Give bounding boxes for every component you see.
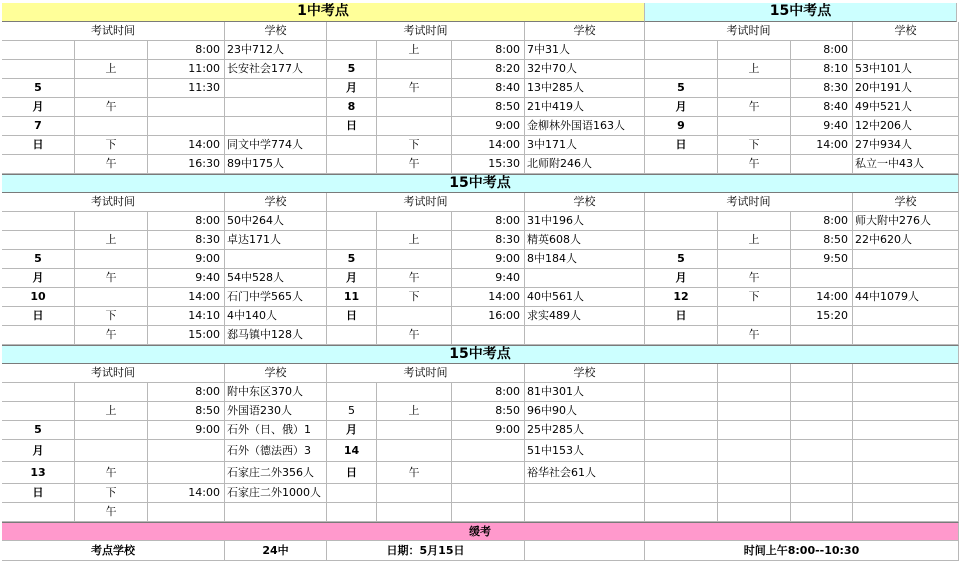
- column-header[interactable]: 考试时间: [645, 22, 853, 41]
- time-cell[interactable]: 9:00: [148, 250, 225, 269]
- date-cell[interactable]: 月: [645, 269, 718, 288]
- time-cell[interactable]: 8:50: [452, 402, 525, 421]
- session-cell[interactable]: 午: [75, 98, 148, 117]
- session-cell[interactable]: [377, 440, 452, 462]
- school-cell[interactable]: [225, 79, 327, 98]
- time-cell[interactable]: 16:30: [148, 155, 225, 174]
- block-header[interactable]: 15中考点: [2, 345, 959, 364]
- session-cell[interactable]: [75, 79, 148, 98]
- school-cell[interactable]: 12中206人: [853, 117, 959, 136]
- date-cell[interactable]: [2, 41, 75, 60]
- date-cell[interactable]: 5: [327, 250, 377, 269]
- empty-cell[interactable]: [791, 402, 853, 421]
- time-cell[interactable]: 14:00: [452, 288, 525, 307]
- date-cell[interactable]: [2, 60, 75, 79]
- school-cell[interactable]: 21中419人: [525, 98, 645, 117]
- school-cell[interactable]: [225, 98, 327, 117]
- date-cell[interactable]: 12: [645, 288, 718, 307]
- date-cell[interactable]: 9: [645, 117, 718, 136]
- empty-cell[interactable]: [853, 421, 959, 440]
- column-header[interactable]: 考试时间: [2, 22, 225, 41]
- date-cell[interactable]: 日: [327, 117, 377, 136]
- time-cell[interactable]: 8:00: [148, 383, 225, 402]
- time-cell[interactable]: 14:00: [791, 136, 853, 155]
- time-cell[interactable]: 8:50: [452, 98, 525, 117]
- time-cell[interactable]: 8:50: [148, 402, 225, 421]
- school-cell[interactable]: 89中175人: [225, 155, 327, 174]
- date-cell[interactable]: [645, 41, 718, 60]
- school-cell[interactable]: 卓达171人: [225, 231, 327, 250]
- empty-cell[interactable]: [645, 421, 718, 440]
- date-cell[interactable]: 月: [327, 269, 377, 288]
- date-cell[interactable]: 日: [645, 136, 718, 155]
- date-cell[interactable]: [2, 155, 75, 174]
- session-cell[interactable]: 上: [377, 402, 452, 421]
- empty-cell[interactable]: [791, 440, 853, 462]
- time-cell[interactable]: 8:00: [452, 41, 525, 60]
- empty-cell[interactable]: [853, 440, 959, 462]
- time-cell[interactable]: [452, 462, 525, 484]
- date-cell[interactable]: 5: [2, 79, 75, 98]
- school-cell[interactable]: 27中934人: [853, 136, 959, 155]
- time-cell[interactable]: 14:00: [791, 288, 853, 307]
- date-cell[interactable]: [2, 212, 75, 231]
- session-cell[interactable]: [377, 421, 452, 440]
- date-cell[interactable]: 日: [2, 484, 75, 503]
- school-cell[interactable]: 同文中学774人: [225, 136, 327, 155]
- time-cell[interactable]: 8:00: [452, 212, 525, 231]
- empty-cell[interactable]: [791, 462, 853, 484]
- school-cell[interactable]: 22中620人: [853, 231, 959, 250]
- school-cell[interactable]: [853, 41, 959, 60]
- session-cell[interactable]: 午: [377, 155, 452, 174]
- date-cell[interactable]: 月: [645, 98, 718, 117]
- empty-cell[interactable]: [853, 484, 959, 503]
- school-cell[interactable]: [225, 250, 327, 269]
- date-cell[interactable]: 月: [327, 421, 377, 440]
- school-cell[interactable]: [525, 326, 645, 345]
- time-cell[interactable]: 15:00: [148, 326, 225, 345]
- session-cell[interactable]: 午: [75, 462, 148, 484]
- date-cell[interactable]: [645, 326, 718, 345]
- school-cell[interactable]: 49中521人: [853, 98, 959, 117]
- session-cell[interactable]: [377, 383, 452, 402]
- session-cell[interactable]: 下: [718, 288, 791, 307]
- date-cell[interactable]: 8: [327, 98, 377, 117]
- school-cell[interactable]: [525, 269, 645, 288]
- date-cell[interactable]: [327, 231, 377, 250]
- time-cell[interactable]: 9:40: [452, 269, 525, 288]
- school-cell[interactable]: 32中70人: [525, 60, 645, 79]
- time-cell[interactable]: 16:00: [452, 307, 525, 326]
- session-cell[interactable]: 午: [718, 269, 791, 288]
- date-cell[interactable]: [327, 484, 377, 503]
- time-cell[interactable]: [791, 269, 853, 288]
- session-cell[interactable]: [75, 383, 148, 402]
- session-cell[interactable]: 午: [75, 269, 148, 288]
- date-cell[interactable]: [645, 212, 718, 231]
- session-cell[interactable]: [377, 503, 452, 522]
- school-cell[interactable]: 石外（日、俄）1: [225, 421, 327, 440]
- school-cell[interactable]: 金柳林外国语163人: [525, 117, 645, 136]
- empty-cell[interactable]: [853, 383, 959, 402]
- column-header[interactable]: 学校: [525, 193, 645, 212]
- date-cell[interactable]: [327, 326, 377, 345]
- session-cell[interactable]: 午: [718, 155, 791, 174]
- school-cell[interactable]: [225, 503, 327, 522]
- time-cell[interactable]: 8:30: [791, 79, 853, 98]
- school-cell[interactable]: 师大附中276人: [853, 212, 959, 231]
- time-cell[interactable]: [452, 440, 525, 462]
- time-cell[interactable]: [148, 98, 225, 117]
- date-cell[interactable]: 日: [2, 136, 75, 155]
- column-header[interactable]: 考试时间: [2, 193, 225, 212]
- empty-cell[interactable]: [718, 421, 791, 440]
- school-cell[interactable]: 精英608人: [525, 231, 645, 250]
- time-cell[interactable]: 11:30: [148, 79, 225, 98]
- time-cell[interactable]: 14:00: [148, 484, 225, 503]
- empty-cell[interactable]: [791, 383, 853, 402]
- section-banner[interactable]: 缓考: [2, 522, 959, 541]
- school-cell[interactable]: [853, 250, 959, 269]
- session-cell[interactable]: 上: [377, 41, 452, 60]
- session-cell[interactable]: 上: [75, 60, 148, 79]
- date-cell[interactable]: [327, 383, 377, 402]
- date-cell[interactable]: 日: [327, 462, 377, 484]
- date-cell[interactable]: 5: [2, 250, 75, 269]
- school-cell[interactable]: 私立一中43人: [853, 155, 959, 174]
- time-cell[interactable]: 8:00: [148, 41, 225, 60]
- school-cell[interactable]: 7中31人: [525, 41, 645, 60]
- time-cell[interactable]: 8:30: [452, 231, 525, 250]
- session-cell[interactable]: 下: [75, 307, 148, 326]
- date-cell[interactable]: 5: [645, 250, 718, 269]
- date-cell[interactable]: 7: [2, 117, 75, 136]
- date-cell[interactable]: 日: [2, 307, 75, 326]
- school-cell[interactable]: 13中285人: [525, 79, 645, 98]
- date-cell[interactable]: 月: [2, 269, 75, 288]
- empty-cell[interactable]: [645, 484, 718, 503]
- time-cell[interactable]: 8:30: [148, 231, 225, 250]
- time-cell[interactable]: 8:00: [148, 212, 225, 231]
- school-cell[interactable]: 53中101人: [853, 60, 959, 79]
- session-cell[interactable]: [377, 484, 452, 503]
- time-cell[interactable]: [452, 326, 525, 345]
- school-cell[interactable]: 3中171人: [525, 136, 645, 155]
- date-cell[interactable]: [2, 231, 75, 250]
- session-cell[interactable]: 上: [718, 60, 791, 79]
- time-cell[interactable]: 8:40: [452, 79, 525, 98]
- session-cell[interactable]: 上: [377, 231, 452, 250]
- time-cell[interactable]: 11:00: [148, 60, 225, 79]
- session-cell[interactable]: 午: [718, 326, 791, 345]
- column-header[interactable]: 学校: [853, 193, 959, 212]
- empty-cell[interactable]: [853, 462, 959, 484]
- date-cell[interactable]: 5: [327, 402, 377, 421]
- time-cell[interactable]: 14:10: [148, 307, 225, 326]
- session-cell[interactable]: 下: [75, 136, 148, 155]
- date-cell[interactable]: 5: [327, 60, 377, 79]
- footer-blank[interactable]: [525, 541, 645, 561]
- empty-cell[interactable]: [718, 383, 791, 402]
- time-cell[interactable]: 14:00: [148, 136, 225, 155]
- session-cell[interactable]: [75, 117, 148, 136]
- school-cell[interactable]: 郄马镇中128人: [225, 326, 327, 345]
- session-cell[interactable]: [377, 98, 452, 117]
- time-cell[interactable]: 8:00: [791, 41, 853, 60]
- empty-cell[interactable]: [718, 503, 791, 522]
- time-cell[interactable]: 8:00: [791, 212, 853, 231]
- time-cell[interactable]: [148, 117, 225, 136]
- school-cell[interactable]: 81中301人: [525, 383, 645, 402]
- time-cell[interactable]: [452, 503, 525, 522]
- time-cell[interactable]: [791, 155, 853, 174]
- empty-cell[interactable]: [645, 383, 718, 402]
- time-cell[interactable]: 9:00: [452, 117, 525, 136]
- session-cell[interactable]: 上: [718, 231, 791, 250]
- time-cell[interactable]: 14:00: [148, 288, 225, 307]
- date-cell[interactable]: [645, 155, 718, 174]
- footer-date[interactable]: 日期：5月15日: [327, 541, 525, 561]
- date-cell[interactable]: 月: [327, 79, 377, 98]
- time-cell[interactable]: 8:00: [452, 383, 525, 402]
- empty-cell[interactable]: [718, 462, 791, 484]
- school-cell[interactable]: 外国语230人: [225, 402, 327, 421]
- block-header[interactable]: 15中考点: [645, 3, 957, 22]
- session-cell[interactable]: [75, 250, 148, 269]
- footer-value[interactable]: 24中: [225, 541, 327, 561]
- time-cell[interactable]: [452, 484, 525, 503]
- empty-cell[interactable]: [853, 364, 959, 383]
- empty-cell[interactable]: [645, 503, 718, 522]
- session-cell[interactable]: [377, 250, 452, 269]
- school-cell[interactable]: 25中285人: [525, 421, 645, 440]
- session-cell[interactable]: 下: [718, 136, 791, 155]
- time-cell[interactable]: 9:00: [452, 421, 525, 440]
- date-cell[interactable]: 日: [327, 307, 377, 326]
- date-cell[interactable]: 10: [2, 288, 75, 307]
- empty-cell[interactable]: [853, 402, 959, 421]
- time-cell[interactable]: 14:00: [452, 136, 525, 155]
- school-cell[interactable]: [853, 326, 959, 345]
- session-cell[interactable]: 午: [377, 79, 452, 98]
- school-cell[interactable]: [525, 503, 645, 522]
- empty-cell[interactable]: [791, 484, 853, 503]
- empty-cell[interactable]: [645, 440, 718, 462]
- date-cell[interactable]: 月: [2, 440, 75, 462]
- school-cell[interactable]: 附中东区370人: [225, 383, 327, 402]
- school-cell[interactable]: 石外（德法西）3: [225, 440, 327, 462]
- date-cell[interactable]: 11: [327, 288, 377, 307]
- school-cell[interactable]: 20中191人: [853, 79, 959, 98]
- date-cell[interactable]: [327, 41, 377, 60]
- session-cell[interactable]: 午: [377, 462, 452, 484]
- date-cell[interactable]: [327, 155, 377, 174]
- time-cell[interactable]: 9:00: [148, 421, 225, 440]
- session-cell[interactable]: [75, 288, 148, 307]
- school-cell[interactable]: [853, 269, 959, 288]
- date-cell[interactable]: [645, 231, 718, 250]
- date-cell[interactable]: [327, 136, 377, 155]
- footer-time[interactable]: 时间上午8:00--10:30: [645, 541, 959, 561]
- date-cell[interactable]: [2, 402, 75, 421]
- session-cell[interactable]: [718, 250, 791, 269]
- session-cell[interactable]: [718, 307, 791, 326]
- school-cell[interactable]: 44中1079人: [853, 288, 959, 307]
- column-header[interactable]: 考试时间: [327, 364, 525, 383]
- empty-cell[interactable]: [645, 462, 718, 484]
- time-cell[interactable]: 9:00: [452, 250, 525, 269]
- school-cell[interactable]: 石门中学565人: [225, 288, 327, 307]
- session-cell[interactable]: 下: [377, 288, 452, 307]
- school-cell[interactable]: 裕华社会61人: [525, 462, 645, 484]
- date-cell[interactable]: [645, 60, 718, 79]
- session-cell[interactable]: [75, 421, 148, 440]
- column-header[interactable]: 学校: [225, 364, 327, 383]
- school-cell[interactable]: 40中561人: [525, 288, 645, 307]
- empty-cell[interactable]: [645, 364, 718, 383]
- date-cell[interactable]: [2, 326, 75, 345]
- time-cell[interactable]: 8:20: [452, 60, 525, 79]
- school-cell[interactable]: 51中153人: [525, 440, 645, 462]
- school-cell[interactable]: 50中264人: [225, 212, 327, 231]
- empty-cell[interactable]: [718, 484, 791, 503]
- session-cell[interactable]: 下: [75, 484, 148, 503]
- session-cell[interactable]: 上: [75, 402, 148, 421]
- time-cell[interactable]: [148, 462, 225, 484]
- date-cell[interactable]: [2, 383, 75, 402]
- date-cell[interactable]: 月: [2, 98, 75, 117]
- empty-cell[interactable]: [718, 440, 791, 462]
- time-cell[interactable]: 9:40: [791, 117, 853, 136]
- session-cell[interactable]: [718, 79, 791, 98]
- date-cell[interactable]: [327, 503, 377, 522]
- school-cell[interactable]: 长安社会177人: [225, 60, 327, 79]
- date-cell[interactable]: 5: [645, 79, 718, 98]
- block-header[interactable]: 1中考点: [2, 3, 645, 22]
- session-cell[interactable]: 午: [377, 269, 452, 288]
- column-header[interactable]: 学校: [525, 22, 645, 41]
- empty-cell[interactable]: [718, 364, 791, 383]
- session-cell[interactable]: [377, 307, 452, 326]
- session-cell[interactable]: [377, 60, 452, 79]
- school-cell[interactable]: 96中90人: [525, 402, 645, 421]
- empty-cell[interactable]: [853, 503, 959, 522]
- empty-cell[interactable]: [718, 402, 791, 421]
- school-cell[interactable]: 石家庄二外1000人: [225, 484, 327, 503]
- session-cell[interactable]: [377, 212, 452, 231]
- column-header[interactable]: 学校: [225, 22, 327, 41]
- column-header[interactable]: 学校: [225, 193, 327, 212]
- school-cell[interactable]: 54中528人: [225, 269, 327, 288]
- session-cell[interactable]: 午: [75, 503, 148, 522]
- school-cell[interactable]: 北师附246人: [525, 155, 645, 174]
- column-header[interactable]: 考试时间: [327, 22, 525, 41]
- school-cell[interactable]: 31中196人: [525, 212, 645, 231]
- time-cell[interactable]: 8:50: [791, 231, 853, 250]
- school-cell[interactable]: 求实489人: [525, 307, 645, 326]
- time-cell[interactable]: 8:40: [791, 98, 853, 117]
- footer-label[interactable]: 考点学校: [2, 541, 225, 561]
- time-cell[interactable]: 15:20: [791, 307, 853, 326]
- date-cell[interactable]: 日: [645, 307, 718, 326]
- time-cell[interactable]: 9:50: [791, 250, 853, 269]
- time-cell[interactable]: 8:10: [791, 60, 853, 79]
- empty-cell[interactable]: [791, 364, 853, 383]
- session-cell[interactable]: 午: [75, 155, 148, 174]
- session-cell[interactable]: [718, 41, 791, 60]
- session-cell[interactable]: 上: [75, 231, 148, 250]
- column-header[interactable]: 学校: [853, 22, 959, 41]
- time-cell[interactable]: 9:40: [148, 269, 225, 288]
- date-cell[interactable]: [327, 212, 377, 231]
- session-cell[interactable]: [718, 117, 791, 136]
- date-cell[interactable]: 13: [2, 462, 75, 484]
- time-cell[interactable]: [791, 326, 853, 345]
- school-cell[interactable]: 8中184人: [525, 250, 645, 269]
- school-cell[interactable]: [525, 484, 645, 503]
- column-header[interactable]: 考试时间: [2, 364, 225, 383]
- session-cell[interactable]: [75, 440, 148, 462]
- time-cell[interactable]: 15:30: [452, 155, 525, 174]
- session-cell[interactable]: [377, 117, 452, 136]
- session-cell[interactable]: 午: [718, 98, 791, 117]
- empty-cell[interactable]: [645, 402, 718, 421]
- session-cell[interactable]: 午: [377, 326, 452, 345]
- session-cell[interactable]: [75, 41, 148, 60]
- date-cell[interactable]: [2, 503, 75, 522]
- school-cell[interactable]: 石家庄二外356人: [225, 462, 327, 484]
- date-cell[interactable]: 5: [2, 421, 75, 440]
- column-header[interactable]: 考试时间: [327, 193, 525, 212]
- school-cell[interactable]: 4中140人: [225, 307, 327, 326]
- school-cell[interactable]: [225, 117, 327, 136]
- session-cell[interactable]: 下: [377, 136, 452, 155]
- time-cell[interactable]: [148, 440, 225, 462]
- school-cell[interactable]: 23中712人: [225, 41, 327, 60]
- block-header[interactable]: 15中考点: [2, 174, 959, 193]
- empty-cell[interactable]: [791, 503, 853, 522]
- empty-cell[interactable]: [791, 421, 853, 440]
- session-cell[interactable]: [718, 212, 791, 231]
- session-cell[interactable]: 午: [75, 326, 148, 345]
- school-cell[interactable]: [853, 307, 959, 326]
- date-cell[interactable]: 14: [327, 440, 377, 462]
- session-cell[interactable]: [75, 212, 148, 231]
- column-header[interactable]: 学校: [525, 364, 645, 383]
- time-cell[interactable]: [148, 503, 225, 522]
- column-header[interactable]: 考试时间: [645, 193, 853, 212]
